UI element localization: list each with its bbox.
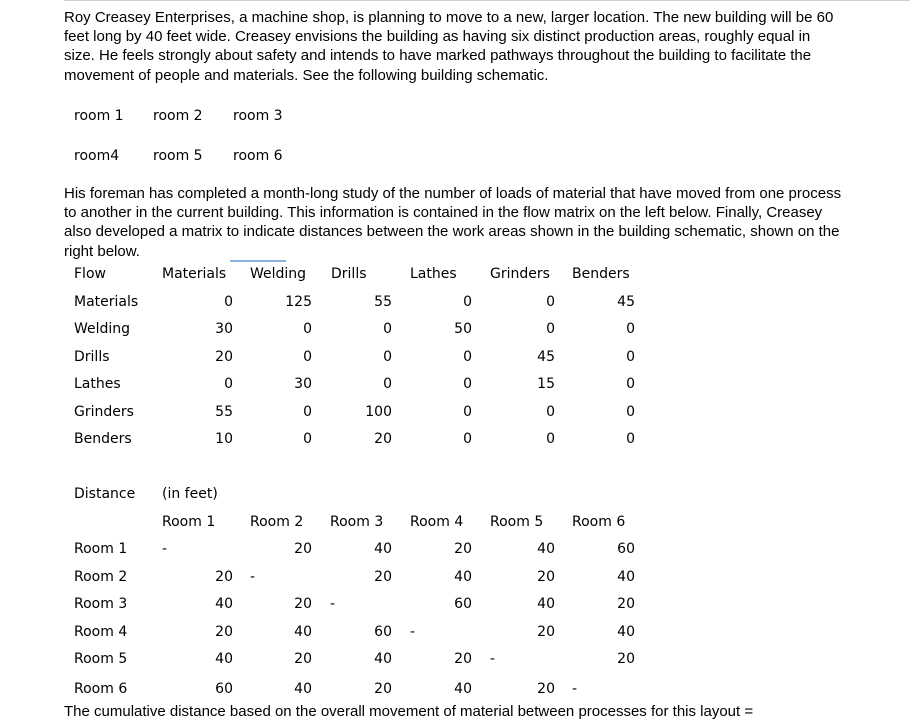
distance-cell: 20 (537, 681, 555, 697)
flow-cell: 0 (546, 294, 555, 310)
flow-matrix-label: Flow (74, 266, 106, 282)
distance-row-label: Room 4 (74, 624, 128, 640)
flow-cell: 0 (626, 404, 635, 420)
flow-cell: 0 (224, 376, 233, 392)
flow-cell: 30 (294, 376, 312, 392)
flow-cell: 0 (546, 321, 555, 337)
flow-cell: 0 (463, 294, 472, 310)
distance-cell: 40 (537, 541, 555, 557)
flow-cell: 100 (365, 404, 392, 420)
flow-column-header: Drills (331, 266, 367, 282)
flow-column-header: Welding (250, 266, 307, 282)
flow-cell: 15 (537, 376, 555, 392)
flow-cell: 0 (303, 404, 312, 420)
distance-cell: 40 (374, 651, 392, 667)
flow-cell: 0 (224, 294, 233, 310)
distance-cell: 60 (215, 681, 233, 697)
distance-cell: 40 (454, 569, 472, 585)
distance-column-header: Room 6 (572, 514, 626, 530)
flow-cell: 0 (626, 431, 635, 447)
flow-cell: 0 (463, 431, 472, 447)
flow-cell: 0 (383, 376, 392, 392)
flow-cell: 45 (537, 349, 555, 365)
distance-diagonal-dash: - (572, 681, 578, 697)
flow-column-header: Benders (572, 266, 630, 282)
flow-cell: 0 (626, 349, 635, 365)
flow-cell: 30 (215, 321, 233, 337)
distance-column-header: Room 1 (162, 514, 216, 530)
distance-diagonal-dash: - (330, 596, 336, 612)
distance-cell: 20 (617, 651, 635, 667)
distance-cell: 40 (617, 624, 635, 640)
distance-row-label: Room 2 (74, 569, 128, 585)
flow-cell: 0 (626, 376, 635, 392)
distance-cell: 20 (215, 624, 233, 640)
flow-cell: 20 (374, 431, 392, 447)
schematic-room-5: room 5 (153, 148, 203, 164)
distance-cell: 20 (454, 541, 472, 557)
schematic-room-3: room 3 (233, 108, 283, 124)
distance-cell: 20 (215, 569, 233, 585)
distance-cell: 60 (374, 624, 392, 640)
flow-cell: 0 (383, 321, 392, 337)
distance-cell: 20 (617, 596, 635, 612)
flow-row-label: Grinders (74, 404, 134, 420)
closing-sentence: The cumulative distance based on the overall movement of material between processes for this layout = (64, 703, 754, 720)
flow-cell: 55 (215, 404, 233, 420)
distance-diagonal-dash: - (490, 651, 496, 667)
flow-column-header: Materials (162, 266, 227, 282)
intro-paragraph: Roy Creasey Enterprises, a machine shop, is planning to move to a new, larger location. The new building will be 60 feet long by 40 feet wide. Creasey envisions the building as having six distinct production areas, roughly equal in size. He feels strongly about safety and intends to have marked pathways throughout the building to facilitate the movement of people and materials. See the following building schematic. (64, 9, 834, 84)
distance-row-label: Room 5 (74, 651, 128, 667)
distance-matrix-label: Distance (74, 486, 136, 502)
distance-cell: 40 (215, 651, 233, 667)
flow-row-label: Materials (74, 294, 139, 310)
distance-column-header: Room 4 (410, 514, 464, 530)
distance-cell: 20 (294, 541, 312, 557)
distance-cell: 20 (537, 569, 555, 585)
flow-cell: 55 (374, 294, 392, 310)
distance-cell: 40 (617, 569, 635, 585)
distance-diagonal-dash: - (410, 624, 416, 640)
distance-diagonal-dash: - (162, 541, 168, 557)
top-rule (64, 0, 910, 1)
distance-column-header: Room 5 (490, 514, 544, 530)
distance-cell: 20 (294, 651, 312, 667)
flow-column-header: Grinders (490, 266, 550, 282)
distance-cell: 40 (294, 624, 312, 640)
distance-cell: 20 (454, 651, 472, 667)
flow-cell: 50 (454, 321, 472, 337)
distance-row-label: Room 1 (74, 541, 128, 557)
flow-cell: 125 (285, 294, 312, 310)
flow-cell: 0 (383, 349, 392, 365)
flow-cell: 0 (303, 349, 312, 365)
flow-cell: 0 (463, 349, 472, 365)
flow-cell: 0 (546, 404, 555, 420)
distance-cell: 40 (454, 681, 472, 697)
distance-cell: 40 (374, 541, 392, 557)
schematic-room-6: room 6 (233, 148, 283, 164)
distance-cell: 60 (617, 541, 635, 557)
distance-cell: 20 (537, 624, 555, 640)
flow-row-label: Welding (74, 321, 131, 337)
flow-row-label: Lathes (74, 376, 121, 392)
distance-cell: 40 (215, 596, 233, 612)
flow-cell: 10 (215, 431, 233, 447)
distance-cell: 60 (454, 596, 472, 612)
distance-cell: 20 (294, 596, 312, 612)
schematic-room-1: room 1 (74, 108, 124, 124)
distance-unit-label: (in feet) (162, 486, 218, 502)
schematic-room-2: room 2 (153, 108, 203, 124)
foreman-paragraph: His foreman has completed a month-long study of the number of loads of material that have moved from one process to another in the current building. This information is contained in the flow matrix on the left below. Finally, Creasey also developed a matrix to indicate distances between the work areas shown in the building schematic, shown on the right below. (64, 185, 842, 260)
distance-cell: 40 (294, 681, 312, 697)
flow-cell: 0 (463, 404, 472, 420)
spellcheck-underline (230, 257, 286, 262)
flow-column-header: Lathes (410, 266, 457, 282)
flow-cell: 0 (463, 376, 472, 392)
distance-column-header: Room 2 (250, 514, 304, 530)
flow-cell: 0 (303, 321, 312, 337)
flow-cell: 45 (617, 294, 635, 310)
flow-cell: 0 (626, 321, 635, 337)
distance-column-header: Room 3 (330, 514, 384, 530)
flow-cell: 0 (303, 431, 312, 447)
flow-row-label: Drills (74, 349, 110, 365)
flow-row-label: Benders (74, 431, 132, 447)
distance-row-label: Room 6 (74, 681, 128, 697)
distance-cell: 40 (537, 596, 555, 612)
distance-row-label: Room 3 (74, 596, 128, 612)
schematic-room-4: room4 (74, 148, 120, 164)
distance-cell: 20 (374, 681, 392, 697)
distance-diagonal-dash: - (250, 569, 256, 585)
flow-cell: 20 (215, 349, 233, 365)
flow-cell: 0 (546, 431, 555, 447)
distance-cell: 20 (374, 569, 392, 585)
